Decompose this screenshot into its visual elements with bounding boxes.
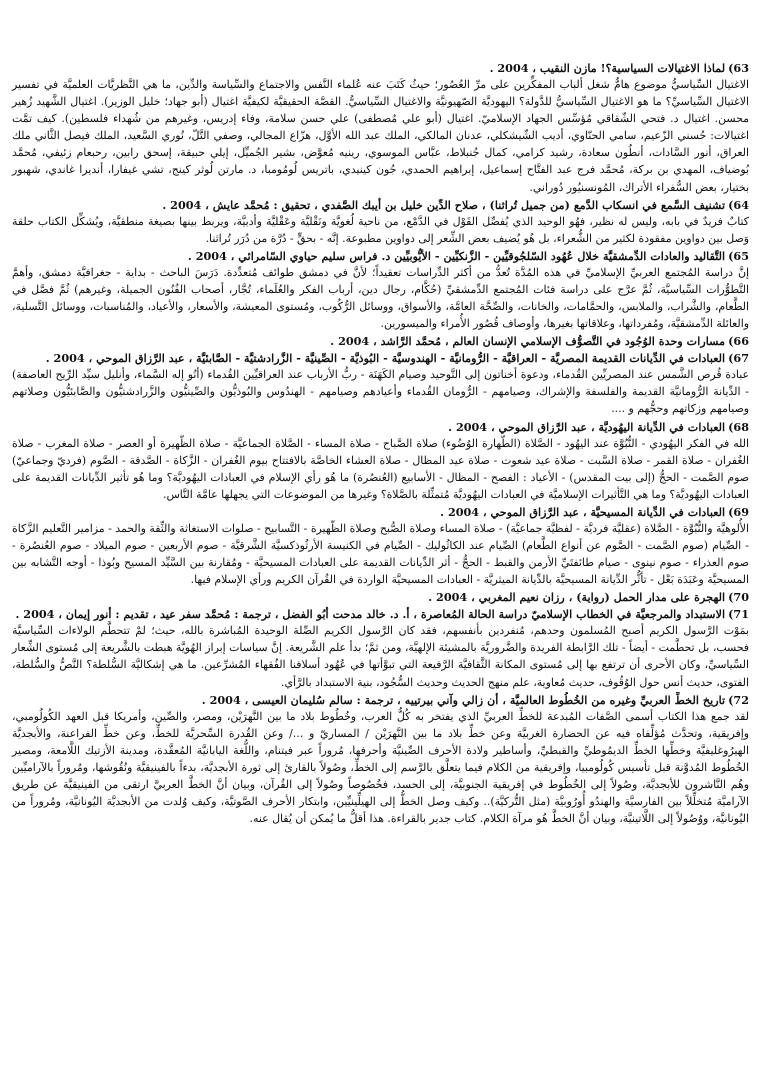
entry-description: إنَّ دراسة المُجتمع العربيِّ الإسلاميِّ في هذه المُدَّة تُعدُّ من أكثر الدِّراسات تعقيداً؛ لأنَّ في دمشق طوائف مُتعدِّدة. دَرَسَ الباحث - بداية - جغرافيَّة دمشق، وأهمَّ التَّطوُّرات السِّياسيَّة، ثُمَّ عرَّج على دراسة فئات المُجتمع الدِّمشقيِّ (حُكَّام، رجال دين، أرباب الفكر والعُلَماء، تُجَّار، أصحاب الفُنُون الجميلة، وغيرهم) ثُمَّ فصَّل في الطَّعام، والشَّراب، والملابس، والحمَّامات، والخانات، والصِّحَّة العامَّة، والأسواق، ووسائل الرُّكُوب، ومُستوى المعيشة، والأسعار، والأعياد، والمُناسبات، ووسائل التَّسلية، والعائلة الدِّمشقيَّة، ومُفرداتها، وعلاقاتها بغيرها، وأوصاف قُصُور الأُمراء والميسورين.: [12, 265, 749, 331]
entry-number: 72): [728, 692, 749, 707]
entry-title: لماذا الاغتيالات السياسية؟! مازن النقيب ، 2004 .: [489, 61, 726, 75]
entry-title: الهجرة على مدار الحمل (رواية) ، رزان نعيم المغربي ، 2004 .: [428, 590, 726, 605]
entry-description: لقد جمع هذا الكتاب أسمى الصَّفات المُبدعة للخطِّ العربيِّ الذي يفتخر به كُلُّ العرب، وخُطُوط بلاد ما بين النَّهرَيْن، ومصر، والصِّين، وأمريكا قبل العهد الكُولُومبي، وإفريقية، وتحدَّث مُؤلِّفاه فيه عن الحضارة الغربيَّة وعن خطِّ بلاد ما بين النَّهرَيْن / المساريّ و .../ وعن القُدرة السِّحريَّة للخطِّ، وعن خطِّ الفراعنة، والأبجديَّة الهيرُوغليفيَّة وخطِّها الخطِّ الديمُوطيِّ والقبطيِّ، وأساطير ولادة الأحرف الصِّينيَّة وأحرفها، مُروراً عبر فيتنام، واللُّغة اليابانيَّة المُعقَّدة، ومدينة الأزتيك اللَّامعة، ومصير الخُطُوط المُدوَّنة قبل تأسيس كُولُومبيا، وإفريقية من الكلام فيما يتعلَّق بالرَّسم إلى الخطِّ، وصُولاً بالقارئ إلى ثورة الأبجديَّة، بدءاً بالفينيقيَّة ونُقُوشها، ومُروراً بالآراميِّين وهُم النَّاشرون للأبجديَّة، وصُولاً إلى الخُطُوط في إفريقية الجنوبيَّة، إلى الحسد، فخُصُوصاً وصُولاً إلى القُرآن، وبيان أنَّ الخطَّ العربيَّ ارتقى من الفينيقيَّة عن طريق الآراميَّة مُتخلِّلاً بين الفارسيَّة والهندُو أُورُوبيَّة (مثل التُّركيَّة).. وكيف وصل الخطُّ إلى الهيلِّينيِّين، وابتكار الأحرف الصَّوتيَّة، وكيف وُلدت من الأبجديَّة اليُونانيَّة، ومُروراً من اليُونانيَّة، ووُصُولاً إلى اللَّاتينيَّة، وبيان أنَّ الخطَّ هُو مرآة الكلام. كتاب جدير بالقراءة. هذا أقلُّ ما يُمكن أن يُقال عنه.: [12, 709, 749, 826]
entry-description: بمَوْت الرَّسول الكريم أصبح المُسلمون وحدهم، مُنفردين بأنفسهم، فقد كان الرَّسول الكريم الصِّلة الوحيدة المُباشرة بالله، حيث؛ لمْ تتحطَّم الولاءات السِّياسيَّة فحسب، بل تحطَّمت - أيضاً - تلك الرَّابطة الفريدة والضَّروريَّة بالمشيئة الإلهيَّة، ومن ثمَّ؛ بدأ علم الشَّريعة. إنَّ سياسات إبراز الهُويَّة هبطت بالشَّريعة إلى مُستوى الشِّعار السِّياسيِّ، وكان الأحرى أن ترتفع بها إلى مُستوى المكانة الثَّقافيَّة الرَّفيعة التي تبوَّأتها في عُهُود أسلافنا الفُقهاء المُشرِّعين. ما هي إشكاليَّة السُّلطة؟ النَّصُّ والسُّلطة، الفتوى، حديث أنس حول الوُقُوف، حديث مُعاوية، علم منهج الحديث وحديث السُّجُود، بنية الاستبداد بالرَّأي.: [12, 624, 749, 689]
entry-number: 63): [728, 61, 749, 75]
catalog-entry-66: [12, 333, 749, 349]
catalog-entry-63: [12, 60, 749, 196]
entry-number: 67): [728, 351, 749, 366]
entry-heading: [12, 333, 749, 349]
catalog-entry-72: [12, 692, 749, 828]
entry-description: الاغتيال السِّياسيُّ موضوع هامٌّ شغل ألباب المفكِّرين على مرِّ العُصُور؛ حيثُ كَتَبَ عنه عُلماء النَّفس والاجتماع والسِّياسة والدِّين، ما هي النَّظريَّات العلميَّة في تفسير الاغتيال السِّياسيِّ؟ ما هو الاغتيال السِّياسيُّ للدَّولة؟ اليهوديَّة الصّهيونيَّة والاغتيال السِّياسيُّ. القصَّة الحقيقيَّة لكيفيَّة اغتيال (أبو جهاد؛ خليل الوزير). اغتيال الشَّهيد زُهير محسن. اغتيال د. فتحي الشّقاقي مُؤسِّس الجهاد الإسلاميّ. اغتيال (أبو علي مُصطفى) علي حسن سلامة، وفاء إدريس، وغيرهم من شُهداء فلسطين). كيف تمَّت اغتيالات: حُسني الزّعيم، سامي الحنّاوي، أديب الشّيشكلي، عدنان المالكي، الملك عبد الله الأوَّل، هزّاع المجالي، وصفي التَّلّ، نُوري السَّعيد، الملك فيصل الثَّاني ملك العراق، أنور السَّادات، أنطُون سعادة، رشيد كرامي، كمال جُنبلاط، عبَّاس الموسوي، رينيه مُعوَّض، بشير الجُميِّل، إيلي حبيقة، إسحق رابين، رحبعام زئيفي، مُحمَّد بُوضياف، المهدي بن بركة، مُحمَّد فرج عبد الفتَّاح إسماعيل، إبراهيم الحمدي، جُون كينيدي، باتريس لُومُومبا، د. مارتن لُوثر كينج، تشي غيفارا، أنديرا غاندي، شهبور بختيار، بعض السُّفراء الأتراك، المُونسنيُور دُوراني.: [12, 78, 749, 194]
entry-title: تشنيف السَّمع في انسكاب الدَّمع (من جميل تُراثنا) ، صلاح الدِّين خليل بن أيبك الصَّفدي ، تحقيق : مُحمَّد عايش ، 2004 .: [162, 197, 726, 212]
entry-number: 69): [728, 504, 749, 519]
catalog-entry-65: [12, 248, 749, 332]
entry-title: الاستبداد والمرجعيَّة في الخطاب الإسلاميّ دراسة الحالة المُعاصرة ، أ. د. خالد مدحت أبُو الفضل ، ترجمة : مُحمَّد سفر عيد ، تقديم : أنور إيمان ، 2004 .: [15, 607, 726, 622]
catalog-entry-64: [12, 197, 749, 247]
catalog-entry-69: [12, 504, 749, 588]
entry-title: العبادات في الدِّيانة المسيحيَّة ، عبد الرَّزاق الموحي ، 2004 .: [440, 504, 726, 519]
entry-heading: [12, 197, 749, 213]
entry-number: 65): [728, 248, 749, 263]
entry-description: الله في الفكر اليهُودي - النُّبُوَّة عند اليهُود - الصَّلاة (الطّهارة الوُضُوء) صلاة الصَّباح - صلاة المساء - الصَّلاة الجماعيَّة - صلاة الظّهيرة أو العصر - صلاة المغرب - صلاة الغُفران - صلاة القمر - صلاة السَّبت - صلاة عيد شعوت - صلاة عيد المظال - صلاة العشاء الخاصَّة بالافتتاح بيوم الغُفران - الزَّكاة - الصَّدقة - الصَّوم (فرديّ وجماعيّ) صوم الصَّمت - الحجُّ (إلى بيت المقدس) - الأعياد : الفصح - المظال - الأسابيع (العُنصُرة) ما هُو رأي الإسلام في العبادات اليهُوديَّة؟ وما هُو تأثير الدِّيانات القديمة على العبادات اليهُوديَّة؟ وما هي التَّأثيرات الإسلاميَّة في العبادات اليهُوديَّة مُتمثِّلة بالصَّلاة؟ وغيرها من الموضوعات التي يجهلها عامَّة النَّاس.: [12, 436, 749, 501]
entry-number: 66): [728, 334, 749, 349]
entry-title: العبادات في الدِّيانة اليهُوديَّة ، عبد الرَّزاق الموحي ، 2004 .: [448, 419, 726, 434]
entry-heading: [12, 350, 749, 366]
entry-number: 71): [728, 607, 749, 622]
entry-heading: [12, 504, 749, 520]
entry-description: عبادة قُرص الشَّمس عند المصريِّين القُدماء، ودعوة أخناتون إلى التَّوحيد وصيام الكَهَنَة - ربُّ الأرباب عند العراقيِّين القُدماء (أنُو إله السَّماء، وأنليل سيِّد الرِّيح العاصفة) - الدِّيانة الرُّومانيَّة القديمة والفلسفة والإشراك، وصيامهم - الرُّومان القُدماء وأعيادهم وصيامهم - الهندُوس والبُوذيُّون والصِّينيُّون والزَّرادشتيُّون والصَّابئيُّون وصلاتهم وصيامهم وزكاتهم وحجُّهم و ....: [12, 368, 749, 416]
entry-number: 64): [728, 197, 749, 212]
entry-heading: [12, 606, 749, 622]
entry-title: العبادات في الدِّيانات القديمة المصريَّة - العراقيَّة - الرُّومانيَّة - الهندوسيَّة - البُوذيَّة - الصِّينيَّة - الزَّرادشتيَّة - الصَّابئيَّة ، عبد الرَّزاق الموحي ، 2004 .: [45, 351, 726, 366]
entry-description: كتابٌ فريدٌ في بابه، وليس له نظير، فهُو الوحيد الذي يُفصِّل القَوْل في الدَّمْع، من ناحية لُغويَّة ونَقْليَّة وعَقْليَّة وأدبيَّة، ويربط بينها بصيغة منطقيَّة، ويُشكِّل الكتاب حلقة وَصل بين دواوين مفقودة لكثير من الشُّعراء، بل هُو يُضيف بعض الشِّعر إلى دواوين مطبوعة. إنَّه - بحقٍّ - دُرَّة من دُرَر تُراثنا.: [12, 214, 749, 245]
entry-number: 70): [728, 590, 749, 605]
entry-title: التَّقاليد والعادات الدِّمشقيَّة خلال عُهُود السّلجُوقيِّين - الزَّنكيِّين - الأيُّوبيِّين د. فراس سليم حياوي السّامرائي ، 2004 .: [187, 248, 726, 263]
entry-title: مسارات وحدة الوُجُود في التَّصوُّف الإسلامي الإنسان العالم ، مُحمَّد الرَّاشد ، 2004 .: [330, 334, 726, 349]
entry-heading: [12, 60, 749, 76]
entry-heading: [12, 589, 749, 605]
catalog-entry-70: [12, 589, 749, 605]
entry-title: تاريخ الخطِّ العربيِّ وغيره من الخُطُوط العالميَّة ، أن زالي وآني بيرتييه ، ترجمة : سالم سُليمان العيسى ، 2004 .: [201, 692, 726, 707]
catalog-entry-68: [12, 419, 749, 503]
entry-description: الأُلوهيَّة والنُّبُوَّة - الصَّلاة (عقليَّة فرديَّة - لفظيَّة جماعيَّة) - صلاة المساء وصلاة الصُّبح وصلاة الظّهيرة - التَّسابيح - صلوات الاستغاثة والثِّقة والحمد - مزامير التَّعليم الزَّكاة - الصِّيام (صوم الصَّمت - الصَّوم عن أنواع الطَّعام) الصِّيام عند الكاثُوليك - الصِّيام في الكنيسة الأرثُوذكسيَّة الشَّرقيَّة - صوم الأربعين - صوم الميلاد - صوم العُنصُرة - صوم العذراء - صوم نينوى - صيام طائفتَيِّ الأرمن والقبط - الحجُّ - أثر الدِّيانات القديمة على العبادات المسيحيَّة - ومُقارنة بين السَّيِّد المسيح وبُوذا - أوجه التَّشابه بين المسيحيَّة وعَبَدَة بَعْل - تأثُّر الدِّيانة المسيحيَّة بالدِّيانة الميثريَّة - العبادات المسيحيَّة الواردة في القُرآن الكريم ورأي الإسلام فيها.: [12, 521, 749, 587]
entry-number: 68): [728, 419, 749, 434]
catalog-entry-67: [12, 350, 749, 417]
entry-heading: [12, 692, 749, 708]
catalog-entry-71: [12, 606, 749, 690]
entry-heading: [12, 419, 749, 435]
entry-heading: [12, 248, 749, 264]
